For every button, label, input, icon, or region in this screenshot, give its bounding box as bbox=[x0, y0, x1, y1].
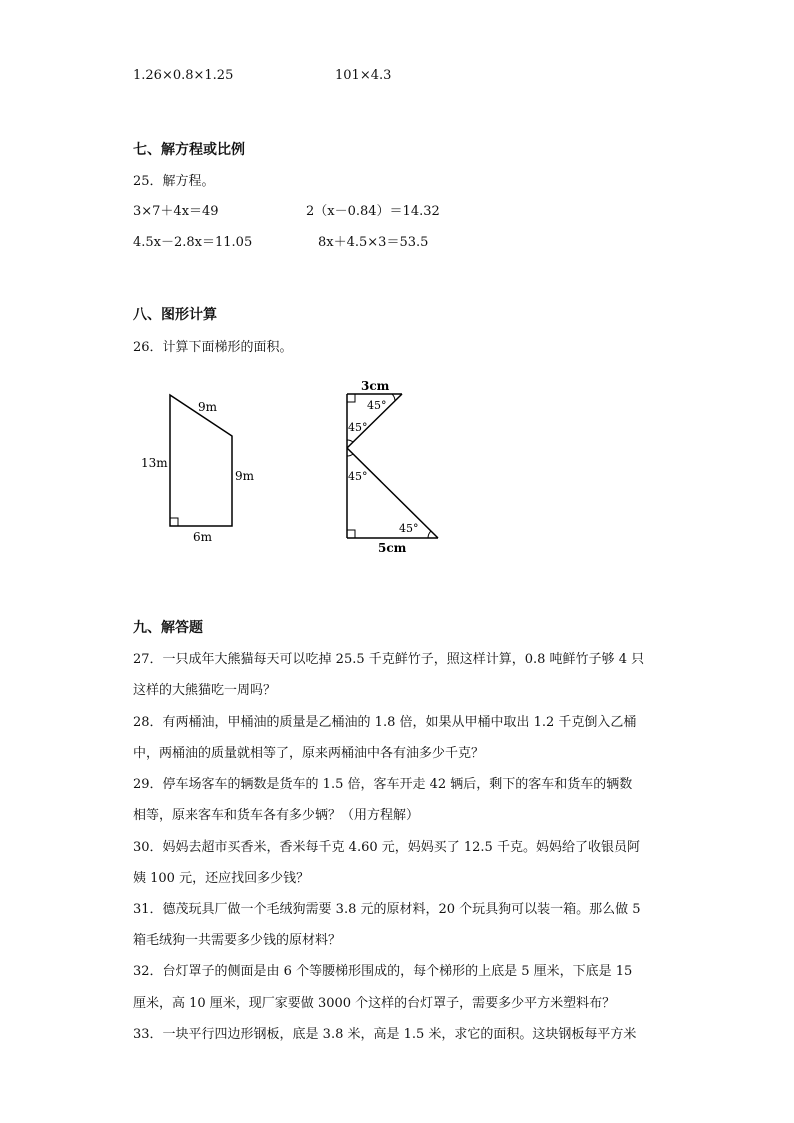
trapezoid-2-top-label: 3cm bbox=[361, 379, 390, 393]
angle-label-4: 45° bbox=[399, 522, 419, 535]
angle-label-3: 45° bbox=[348, 470, 368, 483]
expression-2: 101×4.3 bbox=[335, 68, 392, 83]
angle-arc-4 bbox=[428, 531, 431, 538]
angle-label-1: 45° bbox=[367, 399, 387, 412]
section-7-heading: 七、解方程或比例 bbox=[133, 142, 245, 158]
question-29-line-2: 相等，原来客车和货车各有多少辆？（用方程解） bbox=[133, 808, 420, 823]
right-angle-mark-3 bbox=[347, 530, 355, 538]
trapezoid-1-outline bbox=[170, 395, 232, 526]
question-27-line-2: 这样的大熊猫吃一周吗？ bbox=[133, 683, 277, 698]
angle-label-2: 45° bbox=[348, 421, 368, 434]
question-30-line-1: 30．妈妈去超市买香米，香米每千克 4.60 元，妈妈买了 12.5 千克。妈妈给了收银员阿 bbox=[133, 840, 640, 855]
equation-3: 4.5x－2.8x＝11.05 bbox=[133, 235, 253, 250]
question-28-line-1: 28．有两桶油，甲桶油的质量是乙桶油的 1.8 倍，如果从甲桶中取出 1.2 千克倒入乙桶 bbox=[133, 715, 637, 730]
section-8-heading: 八、图形计算 bbox=[133, 307, 217, 323]
question-28-line-2: 中，两桶油的质量就相等了，原来两桶油中各有油多少千克？ bbox=[133, 746, 485, 761]
expression-1: 1.26×0.8×1.25 bbox=[133, 68, 234, 83]
trapezoid-1-bottom-label: 6m bbox=[193, 530, 213, 544]
right-angle-mark-2 bbox=[347, 394, 355, 402]
equation-1: 3×7＋4x＝49 bbox=[133, 204, 219, 219]
section-9-heading: 九、解答题 bbox=[133, 620, 203, 636]
question-32-line-1: 32．台灯罩子的侧面是由 6 个等腰梯形围成的，每个梯形的上底是 5 厘米，下底是 15 bbox=[133, 964, 633, 979]
trapezoid-figure-2 bbox=[335, 378, 450, 558]
equation-2: 2（x－0.84）＝14.32 bbox=[306, 204, 440, 219]
trapezoid-1-left-label: 13m bbox=[141, 456, 168, 470]
question-31-line-1: 31．德茂玩具厂做一个毛绒狗需要 3.8 元的原材料，20 个玩具狗可以装一箱。那么做 5 bbox=[133, 902, 641, 917]
trapezoid-1-right-label: 9m bbox=[235, 469, 255, 483]
equation-4: 8x＋4.5×3＝53.5 bbox=[318, 235, 429, 250]
trapezoid-2-lower-diagonal bbox=[347, 448, 438, 538]
question-29-line-1: 29．停车场客车的辆数是货车的 1.5 倍，客车开走 42 辆后，剩下的客车和货车的辆数 bbox=[133, 777, 633, 792]
question-31-line-2: 箱毛绒狗一共需要多少钱的原材料？ bbox=[133, 933, 342, 948]
question-30-line-2: 姨 100 元，还应找回多少钱？ bbox=[133, 871, 310, 886]
question-27-line-1: 27．一只成年大熊猫每天可以吃掉 25.5 千克鲜竹子，照这样计算，0.8 吨鲜竹子够 4 只 bbox=[133, 652, 645, 667]
angle-arc-2 bbox=[347, 440, 353, 442]
question-25: 25．解方程。 bbox=[133, 174, 215, 189]
question-26: 26．计算下面梯形的面积。 bbox=[133, 340, 293, 355]
angle-arc-3 bbox=[347, 454, 353, 456]
trapezoid-figure-1 bbox=[135, 385, 265, 550]
trapezoid-2-bottom-label: 5cm bbox=[378, 541, 407, 555]
angle-arc-1 bbox=[392, 394, 395, 401]
right-angle-mark-1 bbox=[170, 518, 178, 526]
question-33-line-1: 33．一块平行四边形钢板，底是 3.8 米，高是 1.5 米，求它的面积。这块钢板每平方米 bbox=[133, 1027, 637, 1042]
trapezoid-1-top-label: 9m bbox=[198, 400, 218, 414]
question-32-line-2: 厘米，高 10 厘米，现厂家要做 3000 个这样的台灯罩子，需要多少平方米塑料布？ bbox=[133, 996, 616, 1011]
